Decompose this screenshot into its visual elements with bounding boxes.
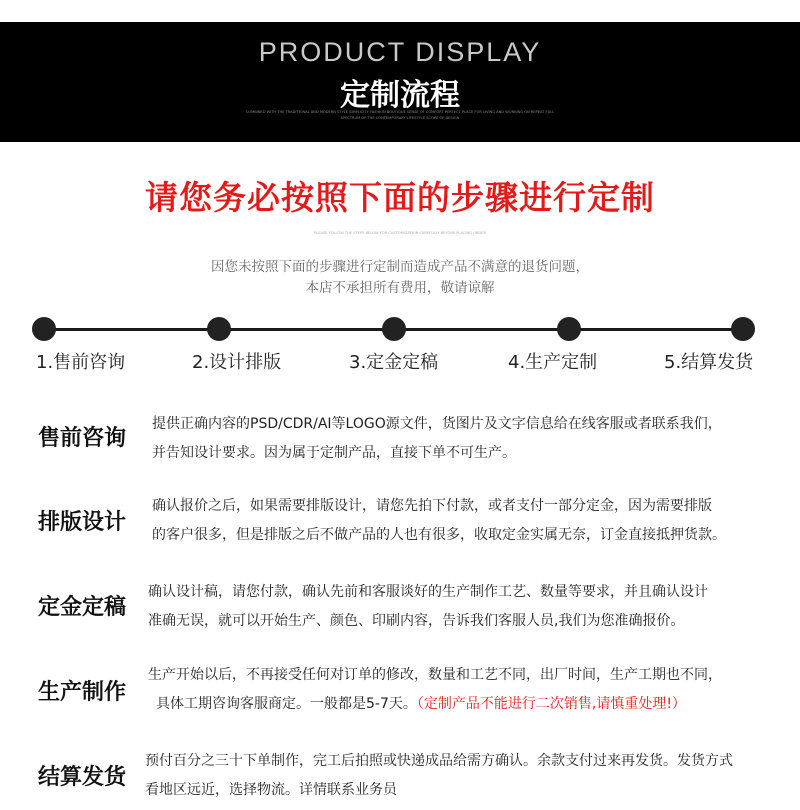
step-label-1: 1.售前咨询 — [36, 352, 126, 373]
warning-text: （定制产品不能进行二次销售,请慎重处理!） — [416, 696, 686, 712]
step-label-5: 5.结算发货 — [664, 352, 754, 373]
timeline-dot-4 — [557, 317, 581, 341]
timeline-dot-5 — [731, 317, 755, 341]
header-banner — [0, 22, 800, 142]
section-line-1: 确认报价之后，如果需要排版设计，请您先拍下付款，或者支付一部分定金，因为需要排版 — [152, 498, 712, 514]
section-line-2: 并告知设计要求。因为属于定制产品，直接下单不可生产。 — [152, 445, 516, 461]
section-line-1: 提供正确内容的PSD/CDR/AI等LOGO源文件，货图片及文字信息给在线客服或者联系我们， — [152, 416, 722, 432]
timeline-dot-3 — [382, 317, 406, 341]
section-line-1: 生产开始以后，不再接受任何对订单的修改，数量和工艺不同，出厂时间，生产工期也不同， — [148, 667, 722, 683]
section-body — [148, 578, 708, 636]
section-line-2-text: 具体工期咨询客服商定。一般都是5-7天。 — [156, 696, 417, 712]
section-title: 生产制作 — [38, 680, 127, 705]
section-title: 售前咨询 — [38, 426, 127, 451]
section-body — [152, 410, 722, 468]
timeline-dot-2 — [207, 317, 231, 341]
step-label-4: 4.生产定制 — [508, 352, 598, 373]
section-line-2: 准确无误，就可以开始生产、颜色、印刷内容，告诉我们客服人员,我们为您准确报价。 — [148, 613, 685, 629]
refund-notice — [0, 257, 800, 299]
section-body — [148, 661, 722, 719]
section-line-1: 确认设计稿，请您付款，确认先前和客服谈好的生产制作工艺、数量等要求，并且确认设计 — [148, 584, 708, 600]
banner-english-title: PRODUCT DISPLAY — [258, 37, 542, 67]
section-title: 定金定稿 — [38, 595, 127, 620]
banner-fine-print: COMBINED WITH THE TRADITIONAL AND MODERN STYLE SIMPLICITY FASHION BOUTIQUE SENSE OF COMFORT PERFECT PLACE FOR LIVING AND WORKING ON REPEAT FULL SPECTRUM OF THE CONTEMPORARY LIFESTYLE SCOPE OF DESIGN — [245, 110, 555, 120]
section-title: 结算发货 — [38, 765, 127, 790]
section-line-2: 看地区远近，选择物流。详情联系业务员 — [145, 782, 397, 798]
main-headline: 请您务必按照下面的步骤进行定制 — [145, 178, 655, 217]
notice-line-1: 因您未按照下面的步骤进行定制而造成产品不满意的退货问题， — [211, 259, 589, 275]
headline-fine-print: PLEASE FOLLOW THE STEPS BELOW FOR CUSTOMIZATION CAREFULLY BEFORE PLACING ORDER — [314, 231, 486, 235]
banner-chinese-title: 定制流程 — [340, 78, 460, 113]
section-body — [152, 492, 726, 550]
notice-line-2: 本店不承担所有费用，敬请谅解 — [305, 280, 495, 296]
section-line-2 — [148, 690, 722, 719]
step-label-2: 2.设计排版 — [192, 352, 282, 373]
section-line-2: 的客户很多，但是排版之后不做产品的人也有很多，收取定金实属无奈，订金直接抵押货款。 — [152, 527, 726, 543]
step-label-3: 3.定金定稿 — [349, 352, 439, 373]
timeline-dot-1 — [32, 317, 56, 341]
section-title: 排版设计 — [38, 510, 127, 535]
section-body — [145, 747, 733, 805]
section-line-1: 预付百分之三十下单制作，完工后拍照或快递成品给需方确认。余款支付过来再发货。发货方式 — [145, 753, 733, 769]
